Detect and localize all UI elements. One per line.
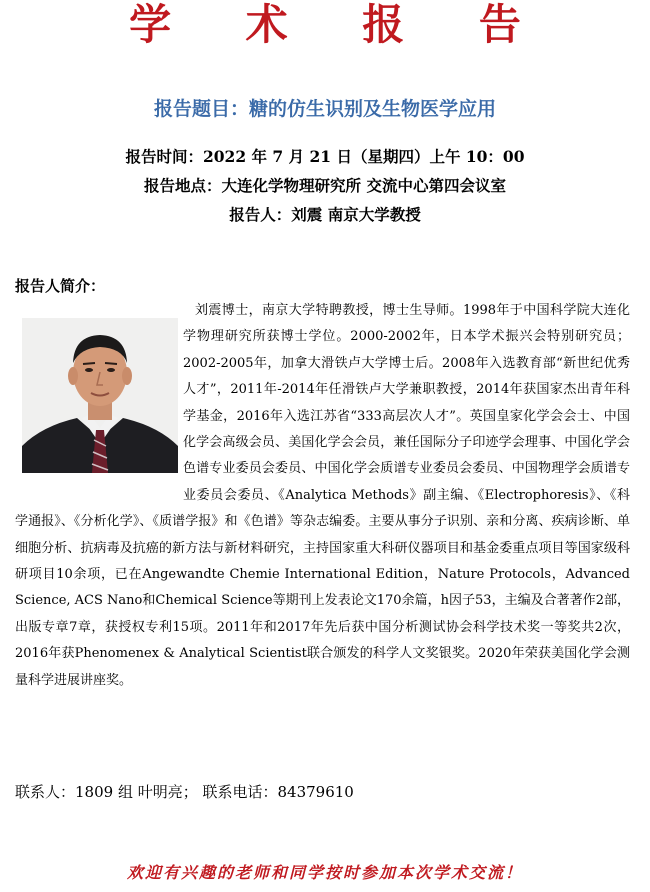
- banner-title: 学 术 报 告: [129, 0, 551, 49]
- talk-time: 报告时间：2022 年 7 月 21 日（星期四）上午 10：00: [125, 147, 525, 166]
- bio-text: 刘震博士，南京大学特聘教授，博士生导师。1998年于中国科学院大连化学物理研究所获博士学位。2000-2002年，日本学术振兴会特别研究员；2002-2005年，加拿大滑铁卢大学博士后。2008年入选教育部“新世纪优秀人才”，2011年-2014年任滑铁卢大学兼职教授，2014年获国家杰出青年科学基金，2016年入选江苏省“333高层次人才”。英国皇家化学会会士、中国化学会高级会员、美国化学会会员，兼任国际分子印迹学会理事、中国化学会色谱专业委员会委员、中国化学会质谱专业委员会委员、中国物理学会质谱专业委员会委员、《Analytica Methods》副主编、《Electrophoresis》、《科学通报》、《分析化学》、《质谱学报》和《色谱》等杂志编委。主要从事分子识别、亲和分离、疾病诊断、单细胞分析、抗病毒及抗癌的新方法与新材料研究，主持国家重大科研仪器项目和基金委重点项目等国家级科研项目10余项，已在Angewandte Chemie International Edition，Nature Protocols，Advanced Science, ACS Nano和Chemical Science等期刊上发表论文170余篇，h因子53，主编及合著著作2部，出版专章7章，获授权专利15项。2011年和2017年先后获中国分析测试协会科学技术奖一等奖共2次，2016年获Phenomenex & Analytical Scientist联合颁发的科学人文奖银奖。2020年荣获美国化学会测量科学进展讲座奖。: [15, 303, 630, 688]
- talk-speaker: 报告人：刘震 南京大学教授: [229, 205, 421, 224]
- welcome-message: 欢迎有兴趣的老师和同学按时参加本次学术交流！: [126, 863, 523, 882]
- speaker-portrait-icon: [22, 318, 178, 473]
- contact-info: 联系人：1809 组 叶明亮； 联系电话：84379610: [15, 783, 354, 801]
- talk-location: 报告地点：大连化学物理研究所 交流中心第四会议室: [144, 176, 506, 195]
- speaker-photo: [22, 318, 178, 473]
- bio-section-title: 报告人简介：: [15, 277, 106, 295]
- talk-topic: 报告题目：糖的仿生识别及生物医学应用: [153, 98, 496, 120]
